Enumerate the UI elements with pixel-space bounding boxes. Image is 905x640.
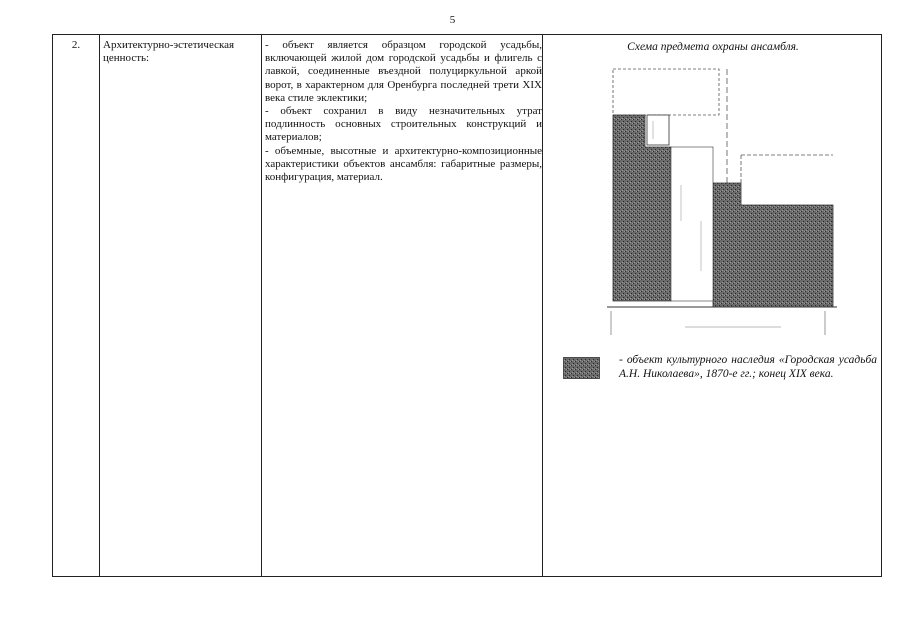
legend-swatch	[563, 357, 600, 379]
description-item: - объект является образцом городской усадьбы, включающей жилой дом городской усадьбы и флигель с лавкой, соединенные въездной полуциркульной аркой ворот, в характерном для Оренбурга последней трети XIX века стиле эклектики;	[265, 39, 542, 104]
scheme-title: Схема предмета охраны ансамбля.	[627, 41, 799, 53]
value-description	[265, 39, 542, 184]
plot-boundary	[613, 69, 719, 115]
protection-scheme-cell	[545, 35, 881, 575]
page-number: 5	[449, 14, 456, 26]
outbuilding-shape	[713, 183, 833, 307]
site-plan-drawing	[545, 35, 881, 345]
column-divider	[542, 35, 543, 576]
description-item: - объемные, высотные и архитектурно-композиционные характеристики объектов ансамбля: габаритные размеры, конфигурация, материал.	[265, 144, 542, 184]
value-category: Архитектурно-эстетическая ценность:	[103, 39, 235, 64]
row-number: 2.	[71, 39, 81, 51]
column-divider	[261, 35, 262, 576]
legend-text: - объект культурного наследия «Городская усадьба А.Н. Николаева», 1870-е гг.; конец XIX века.	[619, 354, 877, 380]
small-annex	[647, 115, 669, 145]
column-divider	[99, 35, 100, 576]
arch-passage	[671, 147, 713, 301]
description-item: - объект сохранил в виду незначительных утрат подлинность основных строительных конструкций и материалов;	[265, 105, 542, 144]
protection-table	[52, 34, 882, 577]
